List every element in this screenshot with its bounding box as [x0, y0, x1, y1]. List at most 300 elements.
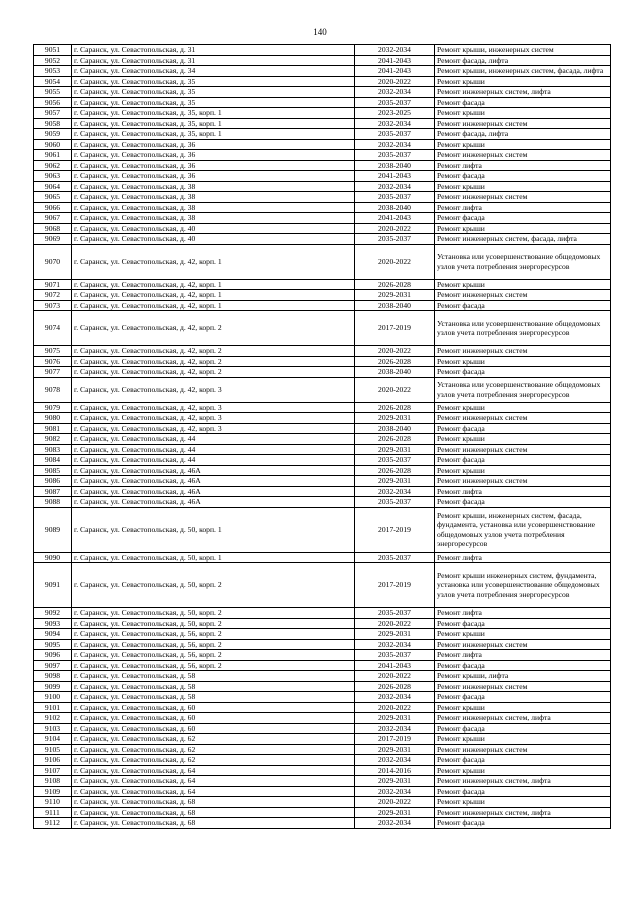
period-cell: 2020-2022 — [355, 702, 435, 713]
table-row — [34, 444, 611, 455]
period-cell: 2035-2037 — [355, 150, 435, 161]
work-type-cell: Ремонт крыши — [435, 139, 611, 150]
table-row — [34, 290, 611, 301]
row-number-cell: 9106 — [34, 755, 72, 766]
address-cell: г. Саранск, ул. Севастопольская, д. 58 — [72, 692, 355, 703]
row-number-cell: 9086 — [34, 476, 72, 487]
period-cell: 2032-2034 — [355, 87, 435, 98]
period-cell: 2041-2043 — [355, 171, 435, 182]
row-number-cell: 9059 — [34, 129, 72, 140]
table-row — [34, 402, 611, 413]
address-cell: г. Саранск, ул. Севастопольская, д. 42, корп. 2 — [72, 346, 355, 357]
work-type-cell: Ремонт лифта — [435, 608, 611, 619]
table-row — [34, 455, 611, 466]
address-cell: г. Саранск, ул. Севастопольская, д. 42, корп. 1 — [72, 244, 355, 279]
period-cell: 2029-2031 — [355, 290, 435, 301]
table-row — [34, 434, 611, 445]
table-row — [34, 486, 611, 497]
period-cell: 2035-2037 — [355, 497, 435, 508]
address-cell: г. Саранск, ул. Севастопольская, д. 58 — [72, 681, 355, 692]
work-type-cell: Ремонт фасада — [435, 300, 611, 311]
table-row — [34, 734, 611, 745]
work-type-cell: Ремонт инженерных систем — [435, 192, 611, 203]
address-cell: г. Саранск, ул. Севастопольская, д. 42, корп. 2 — [72, 356, 355, 367]
row-number-cell: 9088 — [34, 497, 72, 508]
row-number-cell: 9093 — [34, 618, 72, 629]
work-type-cell: Ремонт фасада — [435, 97, 611, 108]
address-cell: г. Саранск, ул. Севастопольская, д. 56, корп. 2 — [72, 650, 355, 661]
period-cell: 2035-2037 — [355, 650, 435, 661]
row-number-cell: 9105 — [34, 744, 72, 755]
period-cell: 2020-2022 — [355, 797, 435, 808]
work-type-cell: Ремонт инженерных систем, фасада, лифта — [435, 234, 611, 245]
period-cell: 2020-2022 — [355, 244, 435, 279]
address-cell: г. Саранск, ул. Севастопольская, д. 42, корп. 1 — [72, 279, 355, 290]
row-number-cell: 9061 — [34, 150, 72, 161]
table-row — [34, 367, 611, 378]
table-row — [34, 797, 611, 808]
period-cell: 2035-2037 — [355, 455, 435, 466]
period-cell: 2038-2040 — [355, 423, 435, 434]
table-row — [34, 776, 611, 787]
table-row — [34, 213, 611, 224]
table-row — [34, 171, 611, 182]
address-cell: г. Саранск, ул. Севастопольская, д. 64 — [72, 786, 355, 797]
row-number-cell: 9068 — [34, 223, 72, 234]
work-type-cell: Ремонт фасада — [435, 213, 611, 224]
work-type-cell: Ремонт фасада — [435, 818, 611, 829]
table-row — [34, 818, 611, 829]
period-cell: 2029-2031 — [355, 807, 435, 818]
work-type-cell: Ремонт фасада — [435, 660, 611, 671]
table-row — [34, 311, 611, 346]
table-row — [34, 671, 611, 682]
table-row — [34, 139, 611, 150]
work-type-cell: Ремонт крыши — [435, 465, 611, 476]
row-number-cell: 9084 — [34, 455, 72, 466]
row-number-cell: 9110 — [34, 797, 72, 808]
row-number-cell: 9057 — [34, 108, 72, 119]
address-cell: г. Саранск, ул. Севастопольская, д. 38 — [72, 181, 355, 192]
work-type-cell: Ремонт крыши — [435, 629, 611, 640]
address-cell: г. Саранск, ул. Севастопольская, д. 42, корп. 2 — [72, 367, 355, 378]
address-cell: г. Саранск, ул. Севастопольская, д. 68 — [72, 807, 355, 818]
period-cell: 2032-2034 — [355, 639, 435, 650]
period-cell: 2029-2031 — [355, 629, 435, 640]
work-type-cell: Ремонт инженерных систем — [435, 744, 611, 755]
period-cell: 2041-2043 — [355, 66, 435, 77]
table-row — [34, 97, 611, 108]
address-cell: г. Саранск, ул. Севастопольская, д. 35 — [72, 76, 355, 87]
work-type-cell: Ремонт крыши — [435, 734, 611, 745]
row-number-cell: 9080 — [34, 413, 72, 424]
address-cell: г. Саранск, ул. Севастопольская, д. 58 — [72, 671, 355, 682]
period-cell: 2041-2043 — [355, 213, 435, 224]
row-number-cell: 9076 — [34, 356, 72, 367]
work-type-cell: Ремонт крыши — [435, 765, 611, 776]
address-cell: г. Саранск, ул. Севастопольская, д. 35, корп. 1 — [72, 118, 355, 129]
table-row — [34, 713, 611, 724]
address-cell: г. Саранск, ул. Севастопольская, д. 42, корп. 2 — [72, 311, 355, 346]
work-type-cell: Ремонт крыши, инженерных систем, фасада, фундамента, установка или усовершенствование общедомовых узлов учета потребления энергоресурсов — [435, 507, 611, 552]
table-row — [34, 563, 611, 608]
row-number-cell: 9081 — [34, 423, 72, 434]
table-row — [34, 660, 611, 671]
row-number-cell: 9078 — [34, 377, 72, 402]
work-type-cell: Ремонт крыши — [435, 76, 611, 87]
period-cell: 2014-2016 — [355, 765, 435, 776]
period-cell: 2026-2028 — [355, 279, 435, 290]
address-cell: г. Саранск, ул. Севастопольская, д. 50, корп. 2 — [72, 563, 355, 608]
address-cell: г. Саранск, ул. Севастопольская, д. 42, корп. 3 — [72, 423, 355, 434]
table-row — [34, 497, 611, 508]
row-number-cell: 9098 — [34, 671, 72, 682]
work-type-cell: Ремонт крыши инженерных систем, фундамента, установка или усовершенствование общедомовых узлов учета потребления энергоресурсов — [435, 563, 611, 608]
row-number-cell: 9058 — [34, 118, 72, 129]
work-type-cell: Ремонт лифта — [435, 160, 611, 171]
row-number-cell: 9094 — [34, 629, 72, 640]
work-type-cell: Ремонт фасада — [435, 367, 611, 378]
period-cell: 2041-2043 — [355, 660, 435, 671]
address-cell: г. Саранск, ул. Севастопольская, д. 62 — [72, 755, 355, 766]
address-cell: г. Саранск, ул. Севастопольская, д. 36 — [72, 150, 355, 161]
period-cell: 2020-2022 — [355, 223, 435, 234]
row-number-cell: 9090 — [34, 552, 72, 563]
work-type-cell: Ремонт крыши — [435, 402, 611, 413]
address-cell: г. Саранск, ул. Севастопольская, д. 40 — [72, 223, 355, 234]
work-type-cell: Ремонт крыши, лифта — [435, 671, 611, 682]
period-cell: 2035-2037 — [355, 129, 435, 140]
table-row — [34, 118, 611, 129]
table-row — [34, 160, 611, 171]
row-number-cell: 9087 — [34, 486, 72, 497]
work-type-cell: Ремонт фасада — [435, 786, 611, 797]
row-number-cell: 9102 — [34, 713, 72, 724]
address-cell: г. Саранск, ул. Севастопольская, д. 46А — [72, 465, 355, 476]
row-number-cell: 9075 — [34, 346, 72, 357]
row-number-cell: 9091 — [34, 563, 72, 608]
table-row — [34, 692, 611, 703]
table-row — [34, 423, 611, 434]
period-cell: 2038-2040 — [355, 202, 435, 213]
work-type-cell: Ремонт лифта — [435, 486, 611, 497]
row-number-cell: 9070 — [34, 244, 72, 279]
row-number-cell: 9062 — [34, 160, 72, 171]
address-cell: г. Саранск, ул. Севастопольская, д. 62 — [72, 734, 355, 745]
period-cell: 2035-2037 — [355, 608, 435, 619]
work-type-cell: Ремонт фасада — [435, 692, 611, 703]
period-cell: 2026-2028 — [355, 681, 435, 692]
period-cell: 2032-2034 — [355, 118, 435, 129]
address-cell: г. Саранск, ул. Севастопольская, д. 46А — [72, 486, 355, 497]
work-type-cell: Установка или усовершенствование общедомовых узлов учета потребления энергоресурсов — [435, 311, 611, 346]
table-row — [34, 413, 611, 424]
address-cell: г. Саранск, ул. Севастопольская, д. 50, корп. 1 — [72, 552, 355, 563]
period-cell: 2029-2031 — [355, 476, 435, 487]
row-number-cell: 9112 — [34, 818, 72, 829]
period-cell: 2026-2028 — [355, 465, 435, 476]
row-number-cell: 9054 — [34, 76, 72, 87]
work-type-cell: Ремонт инженерных систем — [435, 346, 611, 357]
work-type-cell: Ремонт инженерных систем — [435, 150, 611, 161]
period-cell: 2035-2037 — [355, 97, 435, 108]
table-row — [34, 755, 611, 766]
address-cell: г. Саранск, ул. Севастопольская, д. 35 — [72, 87, 355, 98]
table-row — [34, 356, 611, 367]
row-number-cell: 9056 — [34, 97, 72, 108]
row-number-cell: 9060 — [34, 139, 72, 150]
row-number-cell: 9111 — [34, 807, 72, 818]
period-cell: 2017-2019 — [355, 563, 435, 608]
row-number-cell: 9082 — [34, 434, 72, 445]
work-type-cell: Ремонт крыши — [435, 356, 611, 367]
row-number-cell: 9069 — [34, 234, 72, 245]
period-cell: 2020-2022 — [355, 346, 435, 357]
period-cell: 2029-2031 — [355, 776, 435, 787]
period-cell: 2032-2034 — [355, 486, 435, 497]
work-type-cell: Ремонт инженерных систем, лифта — [435, 807, 611, 818]
address-cell: г. Саранск, ул. Севастопольская, д. 36 — [72, 139, 355, 150]
table-row — [34, 723, 611, 734]
row-number-cell: 9092 — [34, 608, 72, 619]
table-row — [34, 129, 611, 140]
address-cell: г. Саранск, ул. Севастопольская, д. 68 — [72, 818, 355, 829]
address-cell: г. Саранск, ул. Севастопольская, д. 64 — [72, 776, 355, 787]
row-number-cell: 9051 — [34, 45, 72, 56]
row-number-cell: 9107 — [34, 765, 72, 776]
address-cell: г. Саранск, ул. Севастопольская, д. 35, корп. 1 — [72, 108, 355, 119]
period-cell: 2032-2034 — [355, 45, 435, 56]
address-cell: г. Саранск, ул. Севастопольская, д. 60 — [72, 723, 355, 734]
address-cell: г. Саранск, ул. Севастопольская, д. 56, корп. 2 — [72, 660, 355, 671]
work-type-cell: Ремонт крыши — [435, 108, 611, 119]
period-cell: 2032-2034 — [355, 139, 435, 150]
work-type-cell: Ремонт инженерных систем — [435, 290, 611, 301]
address-cell: г. Саранск, ул. Севастопольская, д. 31 — [72, 55, 355, 66]
address-cell: г. Саранск, ул. Севастопольская, д. 42, корп. 3 — [72, 402, 355, 413]
period-cell: 2032-2034 — [355, 723, 435, 734]
address-cell: г. Саранск, ул. Севастопольская, д. 44 — [72, 434, 355, 445]
table-row — [34, 744, 611, 755]
table-row — [34, 66, 611, 77]
page-number: 140 — [313, 27, 327, 37]
row-number-cell: 9108 — [34, 776, 72, 787]
address-cell: г. Саранск, ул. Севастопольская, д. 56, корп. 2 — [72, 639, 355, 650]
address-cell: г. Саранск, ул. Севастопольская, д. 42, корп. 3 — [72, 413, 355, 424]
table-row — [34, 702, 611, 713]
row-number-cell: 9101 — [34, 702, 72, 713]
row-number-cell: 9063 — [34, 171, 72, 182]
work-type-cell: Ремонт крыши — [435, 279, 611, 290]
work-type-cell: Ремонт инженерных систем, лифта — [435, 776, 611, 787]
table-row — [34, 639, 611, 650]
work-type-cell: Ремонт фасада — [435, 755, 611, 766]
table-row — [34, 465, 611, 476]
period-cell: 2020-2022 — [355, 377, 435, 402]
period-cell: 2035-2037 — [355, 552, 435, 563]
table-row — [34, 608, 611, 619]
period-cell: 2026-2028 — [355, 402, 435, 413]
address-cell: г. Саранск, ул. Севастопольская, д. 60 — [72, 702, 355, 713]
row-number-cell: 9065 — [34, 192, 72, 203]
work-type-cell: Ремонт лифта — [435, 202, 611, 213]
row-number-cell: 9052 — [34, 55, 72, 66]
work-type-cell: Ремонт фасада, лифта — [435, 129, 611, 140]
address-cell: г. Саранск, ул. Севастопольская, д. 50, корп. 2 — [72, 608, 355, 619]
period-cell: 2032-2034 — [355, 786, 435, 797]
work-type-cell: Ремонт инженерных систем — [435, 444, 611, 455]
row-number-cell: 9066 — [34, 202, 72, 213]
row-number-cell: 9097 — [34, 660, 72, 671]
work-type-cell: Ремонт инженерных систем — [435, 681, 611, 692]
address-cell: г. Саранск, ул. Севастопольская, д. 64 — [72, 765, 355, 776]
work-type-cell: Ремонт фасада — [435, 723, 611, 734]
period-cell: 2035-2037 — [355, 234, 435, 245]
table-row — [34, 234, 611, 245]
work-type-cell: Ремонт фасада — [435, 423, 611, 434]
address-cell: г. Саранск, ул. Севастопольская, д. 34 — [72, 66, 355, 77]
address-cell: г. Саранск, ул. Севастопольская, д. 44 — [72, 455, 355, 466]
period-cell: 2017-2019 — [355, 734, 435, 745]
row-number-cell: 9064 — [34, 181, 72, 192]
table-row — [34, 244, 611, 279]
address-cell: г. Саранск, ул. Севастопольская, д. 42, корп. 1 — [72, 290, 355, 301]
period-cell: 2017-2019 — [355, 507, 435, 552]
work-type-cell: Ремонт фасада — [435, 171, 611, 182]
table-row — [34, 181, 611, 192]
table-row — [34, 377, 611, 402]
address-cell: г. Саранск, ул. Севастопольская, д. 35 — [72, 97, 355, 108]
table-row — [34, 507, 611, 552]
period-cell: 2017-2019 — [355, 311, 435, 346]
address-cell: г. Саранск, ул. Севастопольская, д. 46А — [72, 497, 355, 508]
table-row — [34, 76, 611, 87]
table-row — [34, 807, 611, 818]
table-row — [34, 192, 611, 203]
address-cell: г. Саранск, ул. Севастопольская, д. 68 — [72, 797, 355, 808]
row-number-cell: 9079 — [34, 402, 72, 413]
row-number-cell: 9072 — [34, 290, 72, 301]
row-number-cell: 9095 — [34, 639, 72, 650]
period-cell: 2029-2031 — [355, 444, 435, 455]
work-type-cell: Ремонт инженерных систем, лифта — [435, 87, 611, 98]
period-cell: 2032-2034 — [355, 181, 435, 192]
period-cell: 2038-2040 — [355, 367, 435, 378]
work-type-cell: Ремонт фасада — [435, 618, 611, 629]
work-type-cell: Ремонт крыши, инженерных систем — [435, 45, 611, 56]
address-cell: г. Саранск, ул. Севастопольская, д. 36 — [72, 160, 355, 171]
table-row — [34, 55, 611, 66]
period-cell: 2032-2034 — [355, 818, 435, 829]
table-row — [34, 650, 611, 661]
period-cell: 2020-2022 — [355, 671, 435, 682]
work-type-cell: Ремонт крыши — [435, 181, 611, 192]
period-cell: 2032-2034 — [355, 755, 435, 766]
work-type-cell: Ремонт крыши — [435, 702, 611, 713]
period-cell: 2020-2022 — [355, 76, 435, 87]
row-number-cell: 9055 — [34, 87, 72, 98]
row-number-cell: 9077 — [34, 367, 72, 378]
period-cell: 2026-2028 — [355, 434, 435, 445]
address-cell: г. Саранск, ул. Севастопольская, д. 60 — [72, 713, 355, 724]
address-cell: г. Саранск, ул. Севастопольская, д. 50, корп. 1 — [72, 507, 355, 552]
table-row — [34, 618, 611, 629]
address-cell: г. Саранск, ул. Севастопольская, д. 42, корп. 3 — [72, 377, 355, 402]
row-number-cell: 9067 — [34, 213, 72, 224]
table-row — [34, 223, 611, 234]
row-number-cell: 9073 — [34, 300, 72, 311]
table-body — [34, 45, 611, 829]
row-number-cell: 9089 — [34, 507, 72, 552]
work-type-cell: Установка или усовершенствование общедомовых узлов учета потребления энергоресурсов — [435, 377, 611, 402]
address-cell: г. Саранск, ул. Севастопольская, д. 31 — [72, 45, 355, 56]
period-cell: 2020-2022 — [355, 618, 435, 629]
address-cell: г. Саранск, ул. Севастопольская, д. 42, корп. 1 — [72, 300, 355, 311]
address-cell: г. Саранск, ул. Севастопольская, д. 36 — [72, 171, 355, 182]
row-number-cell: 9053 — [34, 66, 72, 77]
address-cell: г. Саранск, ул. Севастопольская, д. 46А — [72, 476, 355, 487]
address-cell: г. Саранск, ул. Севастопольская, д. 44 — [72, 444, 355, 455]
row-number-cell: 9085 — [34, 465, 72, 476]
table-row — [34, 346, 611, 357]
period-cell: 2029-2031 — [355, 744, 435, 755]
row-number-cell: 9074 — [34, 311, 72, 346]
work-type-cell: Ремонт крыши — [435, 434, 611, 445]
period-cell: 2029-2031 — [355, 413, 435, 424]
row-number-cell: 9099 — [34, 681, 72, 692]
row-number-cell: 9083 — [34, 444, 72, 455]
work-type-cell: Ремонт инженерных систем — [435, 413, 611, 424]
work-type-cell: Ремонт крыши — [435, 797, 611, 808]
row-number-cell: 9100 — [34, 692, 72, 703]
table-row — [34, 150, 611, 161]
work-type-cell: Ремонт крыши — [435, 223, 611, 234]
period-cell: 2023-2025 — [355, 108, 435, 119]
row-number-cell: 9109 — [34, 786, 72, 797]
work-type-cell: Ремонт фасада — [435, 455, 611, 466]
period-cell: 2029-2031 — [355, 713, 435, 724]
work-type-cell: Ремонт фасада — [435, 497, 611, 508]
table-row — [34, 629, 611, 640]
table-row — [34, 476, 611, 487]
table-row — [34, 279, 611, 290]
work-type-cell: Ремонт лифта — [435, 552, 611, 563]
table-row — [34, 786, 611, 797]
period-cell: 2041-2043 — [355, 55, 435, 66]
work-type-cell: Ремонт фасада, лифта — [435, 55, 611, 66]
work-type-cell: Ремонт крыши, инженерных систем, фасада, лифта — [435, 66, 611, 77]
address-cell: г. Саранск, ул. Севастопольская, д. 38 — [72, 202, 355, 213]
repair-schedule-table — [33, 44, 611, 829]
address-cell: г. Саранск, ул. Севастопольская, д. 38 — [72, 192, 355, 203]
period-cell: 2038-2040 — [355, 160, 435, 171]
table-row — [34, 300, 611, 311]
row-number-cell: 9104 — [34, 734, 72, 745]
row-number-cell: 9103 — [34, 723, 72, 734]
work-type-cell: Ремонт инженерных систем — [435, 476, 611, 487]
address-cell: г. Саранск, ул. Севастопольская, д. 56, корп. 2 — [72, 629, 355, 640]
address-cell: г. Саранск, ул. Севастопольская, д. 38 — [72, 213, 355, 224]
address-cell: г. Саранск, ул. Севастопольская, д. 40 — [72, 234, 355, 245]
table-row — [34, 765, 611, 776]
work-type-cell: Ремонт инженерных систем — [435, 639, 611, 650]
table-row — [34, 681, 611, 692]
row-number-cell: 9071 — [34, 279, 72, 290]
work-type-cell: Ремонт инженерных систем — [435, 118, 611, 129]
row-number-cell: 9096 — [34, 650, 72, 661]
table-row — [34, 552, 611, 563]
address-cell: г. Саранск, ул. Севастопольская, д. 35, корп. 1 — [72, 129, 355, 140]
